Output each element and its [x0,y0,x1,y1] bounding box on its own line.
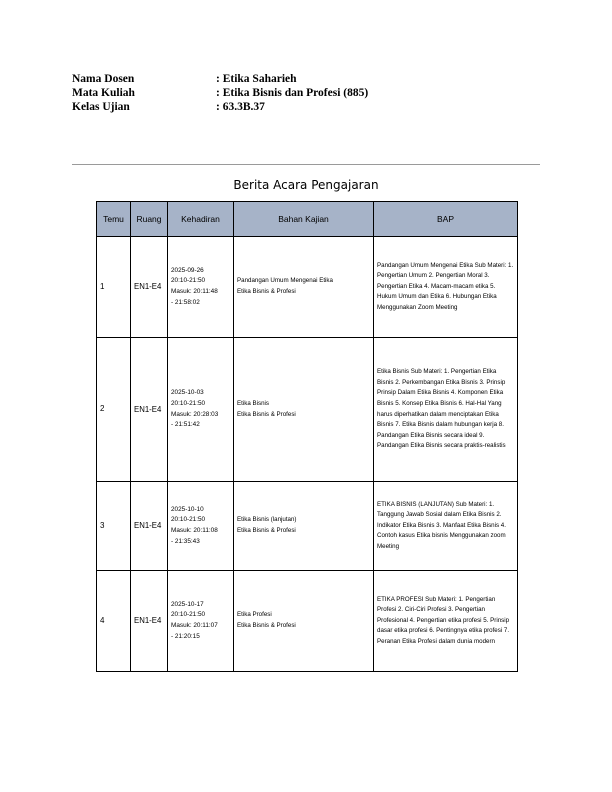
checkout-text: - 21:35:43 [171,537,200,545]
checkout-text: - 21:51:42 [171,421,200,429]
divider-line [72,164,540,165]
table-row [97,482,518,571]
kehadiran-cell [168,237,234,338]
topic-text: Etika Bisnis [237,399,269,407]
bahan-kajian-cell [234,338,374,482]
subject-text: Etika Bisnis & Profesi [237,527,296,534]
table-row [97,237,518,338]
topic-text: Etika Bisnis (lanjutan) [237,516,297,524]
time-text: 20:10-21:50 [171,277,206,285]
temu-cell: 3 [97,482,131,571]
ruang-cell: EN1-E4 [131,237,168,338]
date-text: 2025-10-17 [171,600,204,608]
table-row [97,571,518,672]
date-text: 2025-09-26 [171,266,204,274]
date-text: 2025-10-03 [171,389,204,397]
subject-text: Etika Bisnis & Profesi [237,288,296,295]
temu-cell: 2 [97,338,131,482]
kehadiran-cell [168,338,234,482]
subject-text: Etika Bisnis & Profesi [237,622,296,629]
bap-cell: ETIKA PROFESI Sub Materi: 1. Pengertian Profesi 2. Ciri-Ciri Profesi 3. Pengertian Profesional 4. Pengertian etika profesi 5. Prinsip dasar etika profesi 6. Pentingnya etika profesi 7. Peranan Etika Profesi dalam dunia modern [374,571,518,672]
checkin-text: Masuk: 20:28:03 [171,410,219,418]
header-bahan-kajian: Bahan Kajian [234,202,374,237]
page-title: Berita Acara Pengajaran [233,178,379,192]
checkin-text: Masuk: 20:11:07 [171,622,218,629]
checkout-text: - 21:58:02 [171,298,200,306]
bahan-kajian-cell [234,571,374,672]
teaching-record-table [96,201,518,672]
table-header-row [97,202,518,237]
temu-cell: 4 [97,571,131,672]
time-text: 20:10-21:50 [171,611,206,619]
bap-cell: Pandangan Umum Mengenai Etika Sub Materi: 1. Pengertian Umum 2. Pengertian Moral 3. Pengertian Etika 4. Macam-macam etika 5. Hukum Umum dan Etika 6. Hubungan Etika Menggunakan Zoom Meeting [374,237,518,338]
header-ruang: Ruang [131,202,168,237]
lecturer-label: Nama Dosen [72,73,135,85]
ruang-cell: EN1-E4 [131,482,168,571]
temu-cell: 1 [97,237,131,338]
time-text: 20:10-21:50 [171,516,206,524]
bap-cell: ETIKA BISNIS (LANJUTAN) Sub Materi: 1. Tanggung Jawab Sosial dalam Etika Bisnis 2. Indikator Etika Bisnis 3. Manfaat Etika Bisnis 4. Contoh kasus Etika bisnis Menggunakan zoom Meeting [374,482,518,571]
class-value: : 63.3B.37 [216,101,265,113]
lecturer-value: : Etika Saharieh [216,73,297,85]
course-label: Mata Kuliah [72,87,135,99]
checkin-text: Masuk: 20:11:08 [171,527,218,534]
date-text: 2025-10-10 [171,505,204,513]
header-bap: BAP [374,202,518,237]
checkin-text: Masuk: 20:11:48 [171,288,218,295]
bap-cell: Etika Bisnis Sub Materi: 1. Pengertian Etika Bisnis 2. Perkembangan Etika Bisnis 3. Prinsip Prinsip Dalam Etika Bisnis 4. Komponen Etika Bisnis 5. Konsep Etika Bisnis 6. Hal-Hal Yang harus diperhatikan dalam menciptakan Etika Bisnis 7. Etika Bisnis dalam hubungan kerja 8. Pandangan Etika Bisnis secara ideal 9. Pandangan Etika Bisnis secara praktis-realistis [374,338,518,482]
header-kehadiran: Kehadiran [168,202,234,237]
checkout-text: - 21:20:15 [171,632,200,640]
topic-text: Etika Profesi [237,611,272,619]
bahan-kajian-cell [234,482,374,571]
time-text: 20:10-21:50 [171,399,206,407]
ruang-cell: EN1-E4 [131,571,168,672]
course-value: : Etika Bisnis dan Profesi (885) [216,87,369,99]
table-row [97,338,518,482]
header-temu: Temu [97,202,131,237]
subject-text: Etika Bisnis & Profesi [237,410,296,418]
topic-text: Pandangan Umum Mengenai Etika [237,277,333,285]
bahan-kajian-cell [234,237,374,338]
kehadiran-cell [168,571,234,672]
class-label: Kelas Ujian [72,101,130,113]
ruang-cell: EN1-E4 [131,338,168,482]
kehadiran-cell [168,482,234,571]
